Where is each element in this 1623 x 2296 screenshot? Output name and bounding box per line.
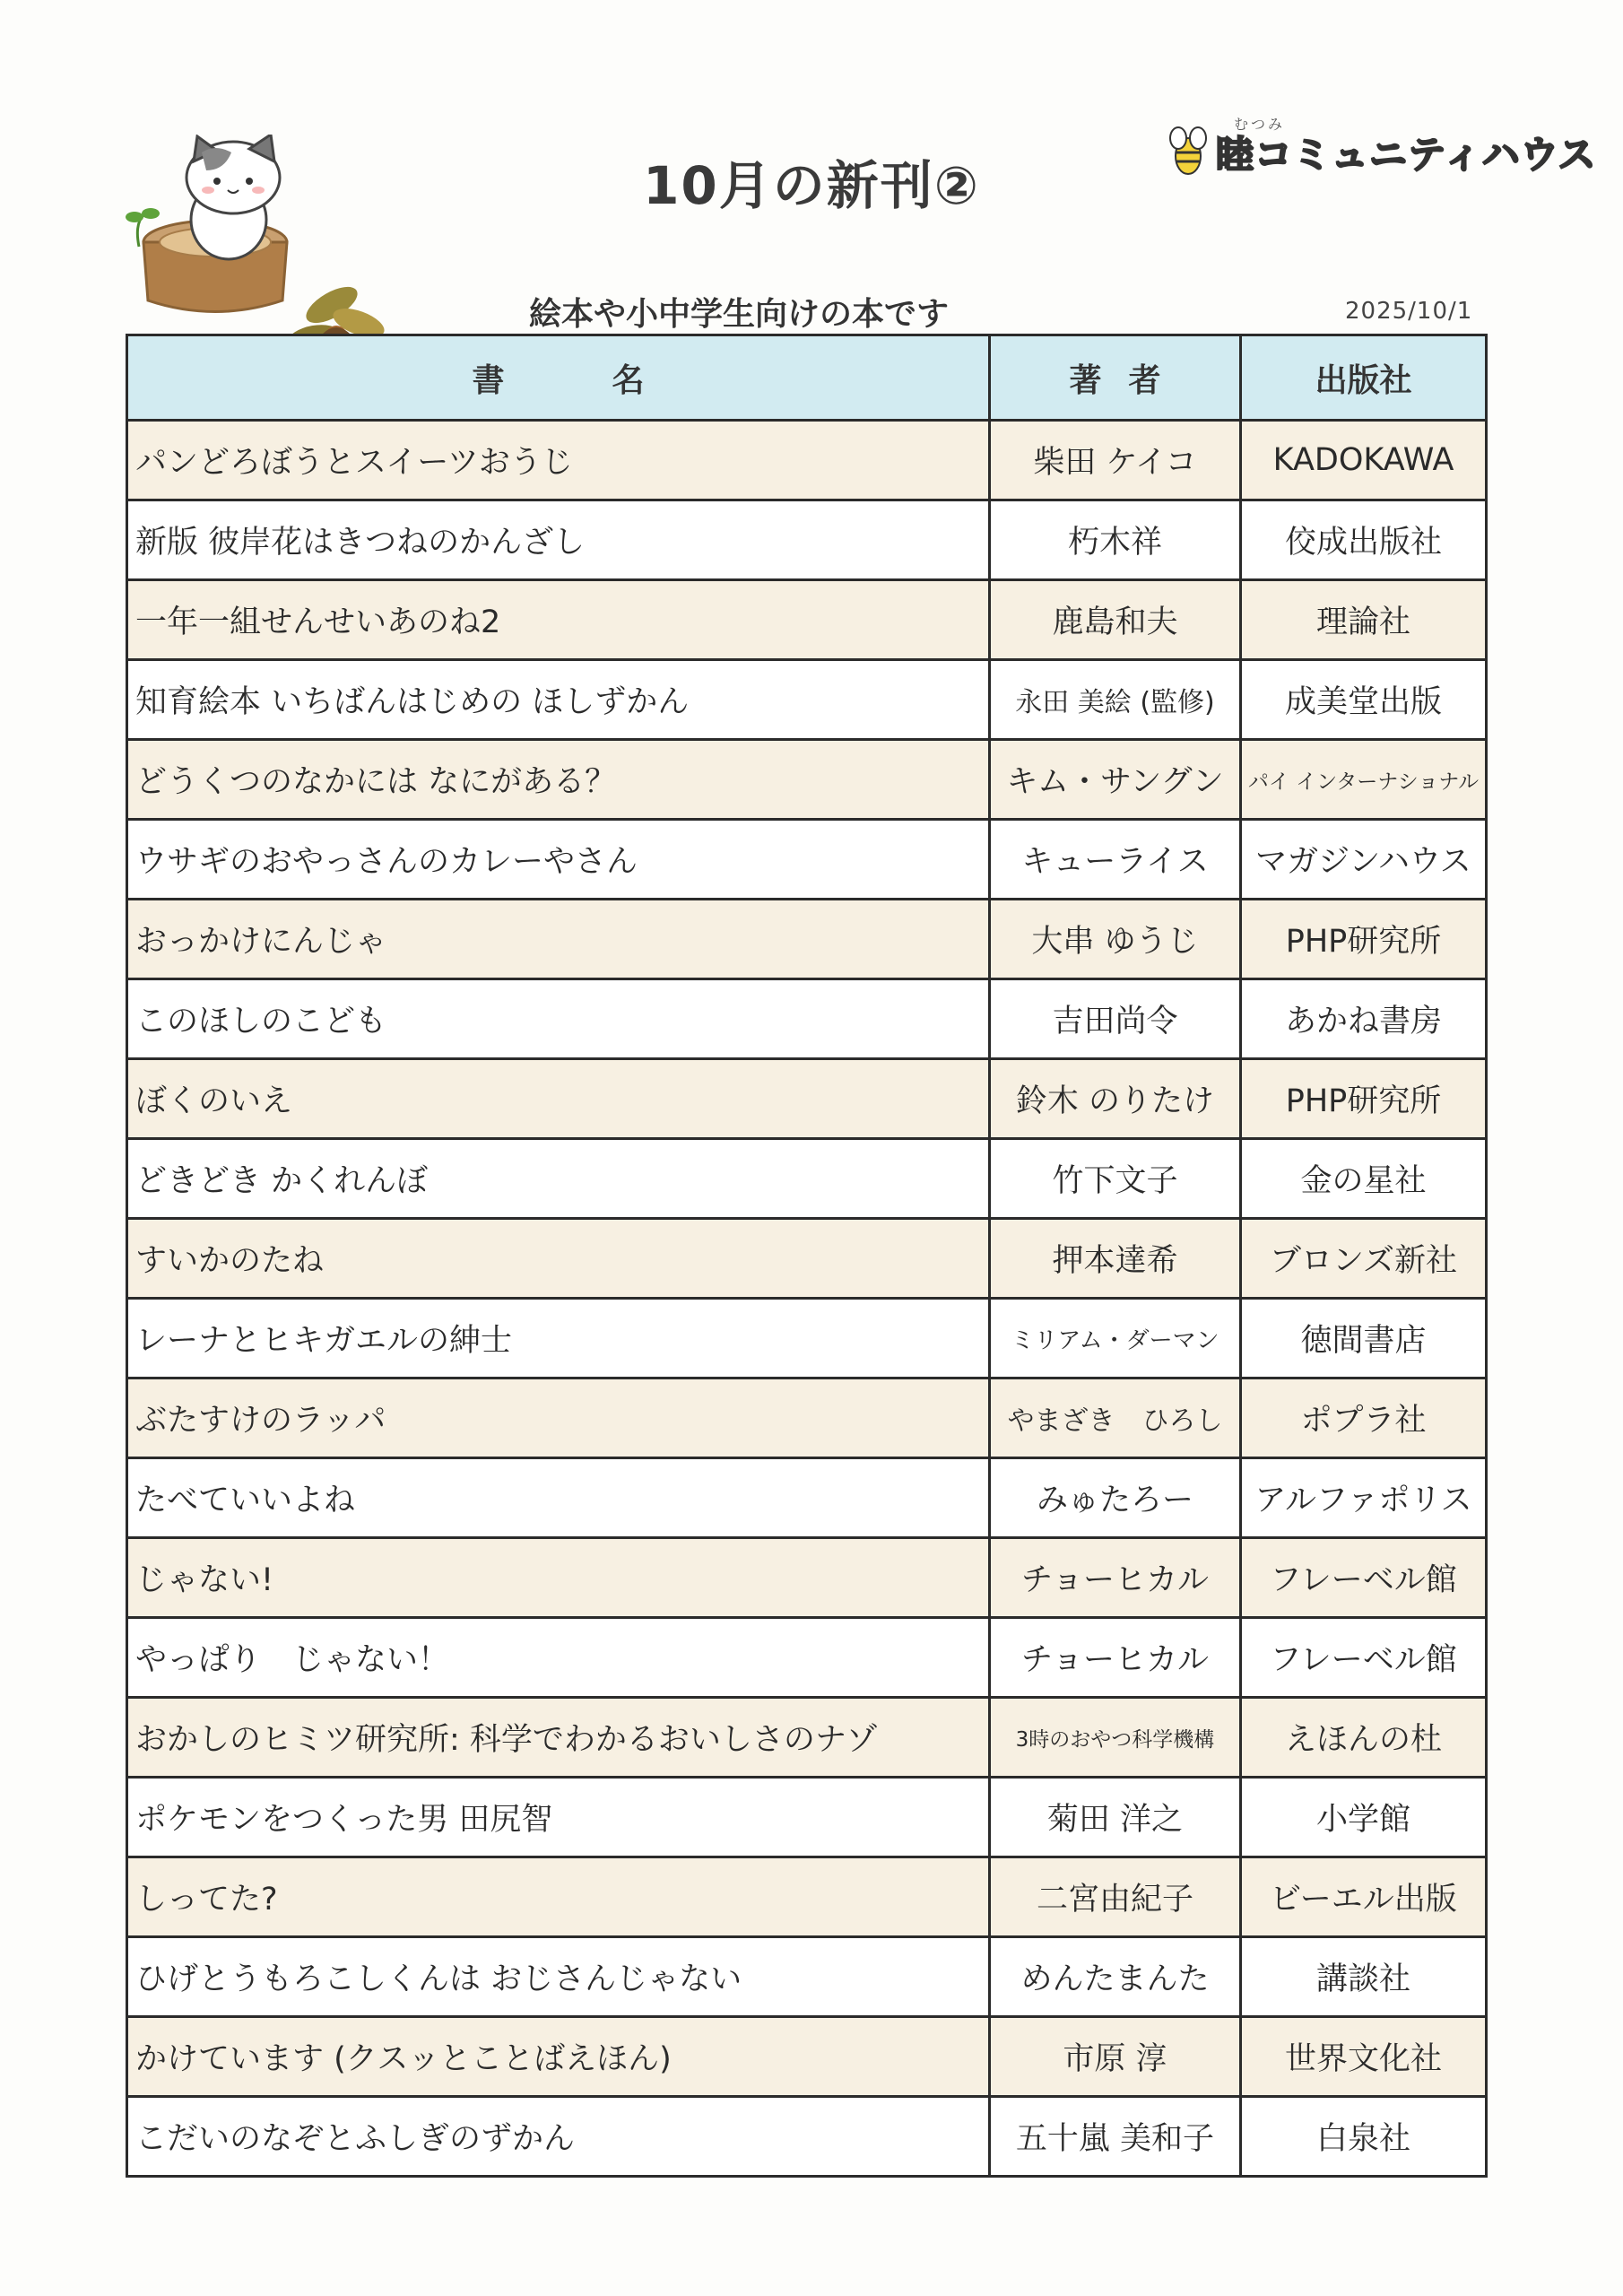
book-title: おっかけにんじゃ: [127, 900, 990, 979]
table-row: [127, 2017, 1487, 2097]
book-title: しってた?: [127, 1857, 990, 1937]
bee-icon: [1166, 126, 1211, 179]
table-row: [127, 421, 1487, 500]
book-author: めんたまんた: [990, 1937, 1241, 2017]
book-publisher: フレーベル館: [1241, 1538, 1487, 1618]
table-row: [127, 1857, 1487, 1937]
book-publisher: 小学館: [1241, 1778, 1487, 1857]
book-title: ぼくのいえ: [127, 1059, 990, 1139]
table-row: [127, 820, 1487, 900]
book-title: どうくつのなかには なにがある？: [127, 740, 990, 820]
book-title: おかしのヒミツ研究所: 科学でわかるおいしさのナゾ: [127, 1698, 990, 1778]
book-title: ポケモンをつくった男 田尻智: [127, 1778, 990, 1857]
table-row: [127, 580, 1487, 660]
table-row: [127, 1219, 1487, 1299]
table-row: [127, 740, 1487, 820]
book-title: ひげとうもろこしくんは おじさんじゃない: [127, 1937, 990, 2017]
book-title: すいかのたね: [127, 1219, 990, 1299]
table-row: [127, 1299, 1487, 1378]
book-author: 永田 美絵 (監修): [990, 660, 1241, 740]
book-publisher: PHP研究所: [1241, 1059, 1487, 1139]
table-row: [127, 1937, 1487, 2017]
book-table: [126, 334, 1488, 2178]
page-title: 10月の新刊②: [643, 155, 980, 216]
book-title: ウサギのおやっさんのカレーやさん: [127, 820, 990, 900]
book-title: どきどき かくれんぼ: [127, 1139, 990, 1219]
book-publisher: KADOKAWA: [1241, 421, 1487, 500]
subtitle: 絵本や小中学生向けの本です: [529, 296, 950, 333]
book-publisher: 金の星社: [1241, 1139, 1487, 1219]
table-row: [127, 900, 1487, 979]
book-title: 一年一組せんせいあのね2: [127, 580, 990, 660]
book-author: 柴田 ケイコ: [990, 421, 1241, 500]
logo-name: 睦コミュニティハウス: [1216, 133, 1597, 177]
book-publisher: 世界文化社: [1241, 2017, 1487, 2097]
book-title: このほしのこども: [127, 979, 990, 1059]
table-row: [127, 979, 1487, 1059]
book-title: パンどろぼうとスイーツおうじ: [127, 421, 990, 500]
book-author: 3時のおやつ科学機構: [990, 1698, 1241, 1778]
book-publisher: あかね書房: [1241, 979, 1487, 1059]
book-author: 朽木祥: [990, 500, 1241, 580]
table-row: [127, 1618, 1487, 1698]
book-publisher: 講談社: [1241, 1937, 1487, 2017]
book-publisher: 成美堂出版: [1241, 660, 1487, 740]
table-row: [127, 1378, 1487, 1458]
book-author: チョーヒカル: [990, 1618, 1241, 1698]
book-publisher: 白泉社: [1241, 2097, 1487, 2177]
book-author: キューライス: [990, 820, 1241, 900]
book-title: こだいのなぞとふしぎのずかん: [127, 2097, 990, 2177]
issue-date: 2025/10/1: [1345, 298, 1473, 325]
book-title: 知育絵本 いちばんはじめの ほしずかん: [127, 660, 990, 740]
book-author: やまざき ひろし: [990, 1378, 1241, 1458]
book-publisher: PHP研究所: [1241, 900, 1487, 979]
book-title: やっぱり じゃない！: [127, 1618, 990, 1698]
book-publisher: マガジンハウス: [1241, 820, 1487, 900]
table-row: [127, 1139, 1487, 1219]
book-publisher: ブロンズ新社: [1241, 1219, 1487, 1299]
book-author: チョーヒカル: [990, 1538, 1241, 1618]
book-publisher: えほんの杜: [1241, 1698, 1487, 1778]
book-author: 竹下文子: [990, 1139, 1241, 1219]
book-author: ミリアム・ダーマン: [990, 1299, 1241, 1378]
table-row: [127, 1538, 1487, 1618]
book-publisher: 徳間書店: [1241, 1299, 1487, 1378]
table-row: [127, 500, 1487, 580]
book-title: たべていいよね: [127, 1458, 990, 1538]
table-row: [127, 1059, 1487, 1139]
table-row: [127, 2097, 1487, 2177]
logo-ruby: むつみ: [1234, 116, 1286, 133]
book-publisher: 佼成出版社: [1241, 500, 1487, 580]
book-title: レーナとヒキガエルの紳士: [127, 1299, 990, 1378]
book-title: 新版 彼岸花はきつねのかんざし: [127, 500, 990, 580]
book-author: 菊田 洋之: [990, 1778, 1241, 1857]
book-publisher: ポプラ社: [1241, 1378, 1487, 1458]
header-author: 著者: [990, 335, 1241, 421]
logo: [1166, 117, 1597, 188]
book-publisher: パイ インターナショナル: [1241, 740, 1487, 820]
book-title: じゃない!: [127, 1538, 990, 1618]
book-title: かけています (クスッとことばえほん): [127, 2017, 990, 2097]
book-author: 押本達希: [990, 1219, 1241, 1299]
book-author: 鈴木 のりたけ: [990, 1059, 1241, 1139]
book-title: ぶたすけのラッパ: [127, 1378, 990, 1458]
book-author: みゅたろー: [990, 1458, 1241, 1538]
book-publisher: 理論社: [1241, 580, 1487, 660]
table-row: [127, 1778, 1487, 1857]
book-publisher: アルファポリス: [1241, 1458, 1487, 1538]
book-author: キム・サングン: [990, 740, 1241, 820]
book-author: 市原 淳: [990, 2017, 1241, 2097]
book-author: 大串 ゆうじ: [990, 900, 1241, 979]
table-row: [127, 660, 1487, 740]
book-author: 二宮由紀子: [990, 1857, 1241, 1937]
table-header-row: [127, 335, 1487, 421]
book-author: 鹿島和夫: [990, 580, 1241, 660]
table-row: [127, 1458, 1487, 1538]
book-publisher: ビーエル出版: [1241, 1857, 1487, 1937]
header-publisher: 出版社: [1241, 335, 1487, 421]
book-publisher: フレーベル館: [1241, 1618, 1487, 1698]
header-title: 書名: [127, 335, 990, 421]
book-author: 五十嵐 美和子: [990, 2097, 1241, 2177]
book-author: 吉田尚令: [990, 979, 1241, 1059]
table-row: [127, 1698, 1487, 1778]
